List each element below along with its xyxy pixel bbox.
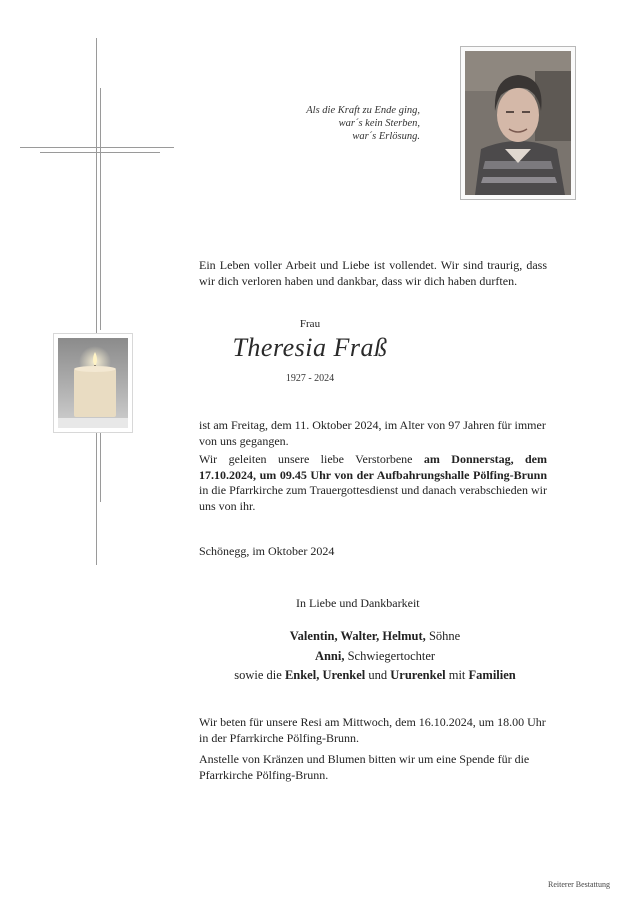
funeral-text-2: in die Pfarrkirche zum Trauergottesdienst und danach verabschieden wir uns von ihr.: [199, 483, 547, 513]
motto: [220, 104, 420, 143]
cross-vertical-line-2: [100, 88, 101, 330]
mourners-text-c: und: [365, 668, 391, 682]
sons-names: Valentin, Walter, Helmut,: [289, 629, 426, 643]
portrait-photo: [465, 51, 571, 195]
sons-role: Söhne: [425, 629, 461, 643]
mourners-text-e: mit: [445, 668, 469, 682]
funeral-details: [199, 452, 547, 514]
cross-horizontal-line-2: [40, 152, 160, 153]
mourners-sons: [140, 627, 610, 647]
mourners-great-great-grandchildren: Ururenkel: [390, 668, 446, 682]
deceased-years: 1927 - 2024: [285, 373, 335, 384]
daughter-in-law-role: Schwiegertochter: [344, 648, 436, 663]
daughter-in-law-name: Anni,: [314, 648, 345, 663]
motto-line-2: war´s kein Sterben,: [338, 118, 420, 129]
funeral-text-1: Wir geleiten unsere liebe Verstorbene: [199, 452, 424, 466]
mourners-text-a: sowie die: [234, 668, 285, 682]
cross-horizontal-line-1: [20, 147, 174, 148]
undertaker-credit: Reiterer Bestattung: [548, 880, 610, 889]
portrait-illustration: [465, 51, 571, 195]
motto-line-3: war´s Erlösung.: [352, 131, 420, 142]
mourners-daughter-in-law: [140, 647, 610, 667]
donation-notice: Anstelle von Kränzen und Blumen bitten wir um eine Spende für die Pfarrkirche Pölfing-Brunn.: [199, 752, 530, 782]
place-date: Schönegg, im Oktober 2024: [199, 544, 335, 558]
prayer-notice: Wir beten für unsere Resi am Mittwoch, dem 16.10.2024, um 18.00 Uhr in der Pfarrkirche Pölfing-Brunn.: [199, 715, 546, 745]
mourners-grandchildren-names: Enkel, Urenkel: [284, 668, 366, 682]
mourners-families: Familien: [468, 668, 516, 682]
death-notice: ist am Freitag, dem 11. Oktober 2024, im Alter von 97 Jahren für immer von uns gegangen.: [199, 418, 546, 448]
motto-line-1: Als die Kraft zu Ende ging,: [306, 105, 420, 116]
mourners: [140, 627, 610, 686]
deceased-title: Frau: [299, 318, 321, 330]
mourners-grandchildren: [140, 666, 610, 686]
funeral-date-location: am Donnerstag, dem 17.10.2024, um 09.45 Uhr von der Aufbahrungshalle Pölfing-Brunn: [199, 452, 548, 482]
thanks-line: In Liebe und Dankbarkeit: [296, 596, 420, 610]
deceased-name: Theresia Fraß: [232, 333, 388, 362]
cross-vertical-line-1: [96, 38, 97, 565]
cross-vertical-line-3: [100, 432, 101, 502]
intro-text: Ein Leben voller Arbeit und Liebe ist vollendet. Wir sind traurig, dass wir dich verloren haben und dankbar, dass wir dich haben durften.: [199, 258, 547, 288]
portrait-frame: [460, 46, 576, 200]
